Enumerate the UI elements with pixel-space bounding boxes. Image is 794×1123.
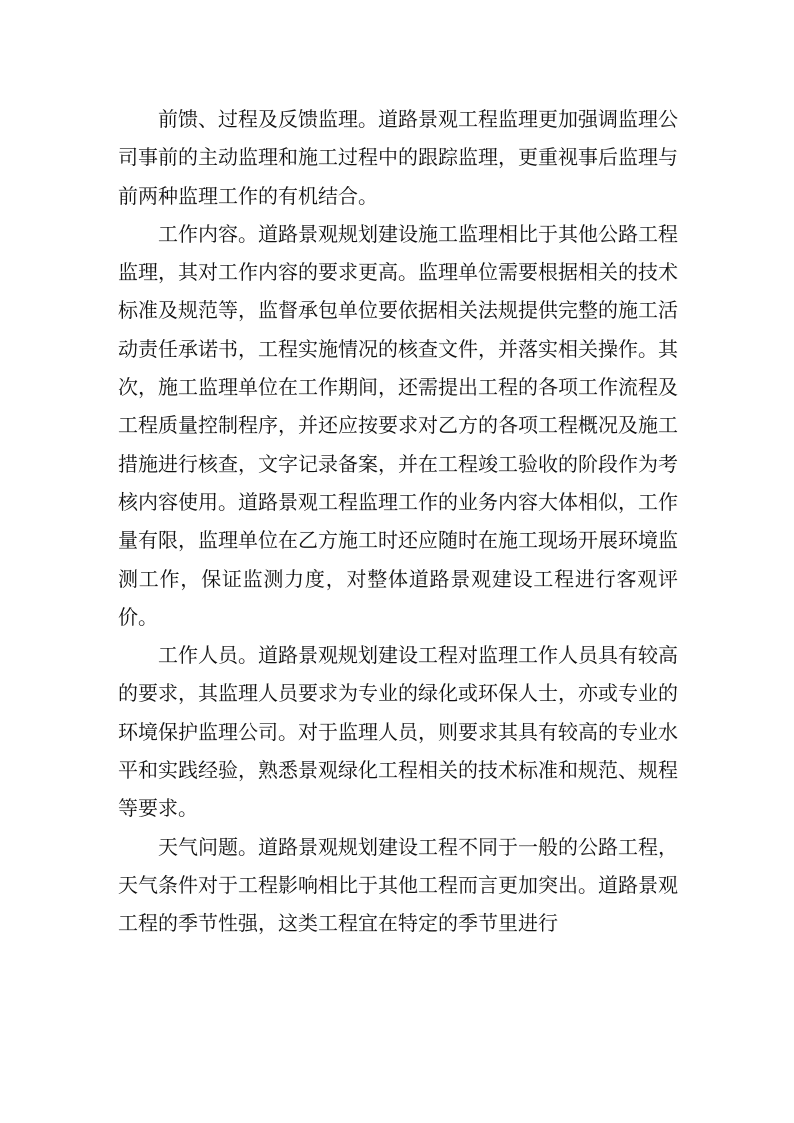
paragraph-feedback-supervision: 前馈、过程及反馈监理。道路景观工程监理更加强调监理公司事前的主动监理和施工过程中的跟踪监理，更重视事后监理与前两种监理工作的有机结合。 xyxy=(118,107,678,208)
paragraph-work-content: 工作内容。道路景观规划建设施工监理相比于其他公路工程监理，其对工作内容的要求更高。监理单位需要根据相关的技术标准及规范等，监督承包单位要依据相关法规提供完整的施工活动责任承诺书，工程实施情况的核查文件，并落实相关操作。其次，施工监理单位在工作期间，还需提出工程的各项工作流程及工程质量控制程序，并还应按要求对乙方的各项工程概况及施工措施进行核查，文字记录备案，并在工程竣工验收的阶段作为考核内容使用。道路景观工程监理工作的业务内容大体相似，工作量有限，监理单位在乙方施工时还应随时在施工现场开展环境监测工作，保证监测力度，对整体道路景观建设工程进行客观评价。 xyxy=(118,221,678,629)
paragraph-staff: 工作人员。道路景观规划建设工程对监理工作人员具有较高的要求，其监理人员要求为专业的绿化或环保人士，亦或专业的环境保护监理公司。对于监理人员，则要求其具有较高的专业水平和实践经验，熟悉景观绿化工程相关的技术标准和规范、规程等要求。 xyxy=(118,643,678,821)
paragraph-weather: 天气问题。道路景观规划建设工程不同于一般的公路工程，天气条件对于工程影响相比于其他工程而言更加突出。道路景观工程的季节性强，这类工程宜在特定的季节里进行 xyxy=(118,834,678,936)
body-text xyxy=(118,100,678,943)
